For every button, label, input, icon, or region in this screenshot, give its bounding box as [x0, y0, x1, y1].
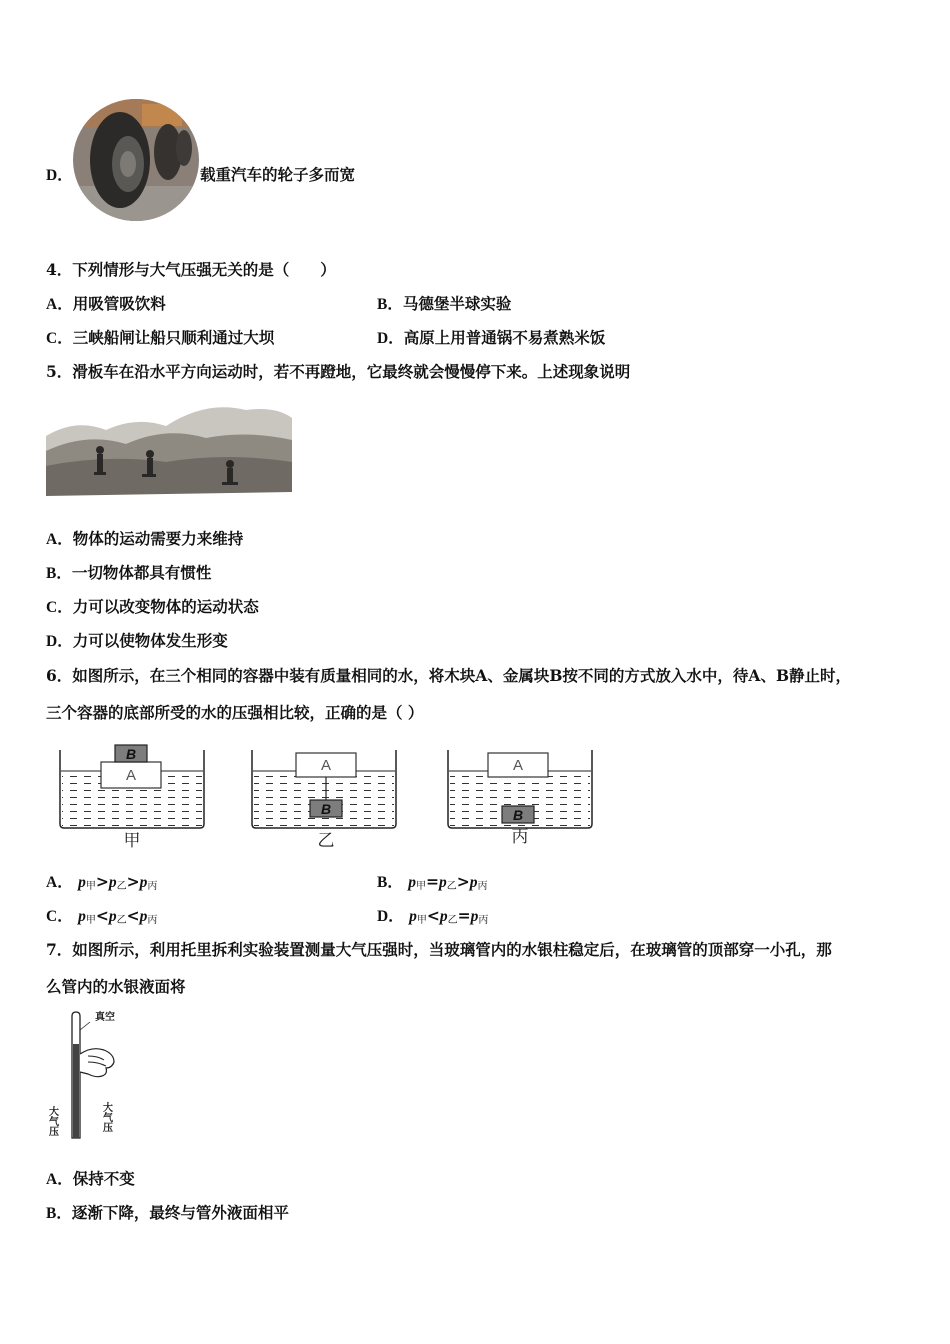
- sub-jia: 甲: [416, 915, 427, 926]
- q6-option-c: [46, 906, 157, 931]
- operator: <: [126, 906, 140, 925]
- operator: >: [456, 872, 470, 891]
- q5-option-d-letter: D．: [46, 633, 73, 650]
- q4-option-a: [46, 294, 166, 315]
- q4-option-c-text: 三峡船闸让船只顺利通过大坝: [72, 328, 275, 347]
- block-b-bing-label: B: [512, 807, 524, 823]
- label-jia: 甲: [123, 831, 141, 850]
- operator: <: [426, 906, 440, 925]
- sub-bing: 丙: [147, 915, 158, 926]
- q6-option-b-letter: B．: [377, 874, 403, 891]
- atm-left-label: [47, 1105, 59, 1137]
- sub-yi: 乙: [447, 915, 458, 926]
- containers-figure: [40, 738, 610, 850]
- q6-stem-line1: 6．如图所示，在三个相同的容器中装有质量相同的水，将木块A、金属块B按不同的方式放入水中，待A、B静止时，: [46, 666, 852, 685]
- container-yi: [252, 750, 396, 850]
- q7-stem-line1: 7．如图所示，利用托里拆利实验装置测量大气压强时，当玻璃管内的水银柱稳定后，在玻璃管的顶部穿一小孔，那: [46, 940, 832, 959]
- q4-option-c-letter: C．: [46, 330, 73, 347]
- operator: <: [95, 906, 109, 925]
- q4-option-b: [377, 294, 511, 315]
- q6-option-b: [377, 872, 488, 897]
- q3-option-d-letter: D．: [46, 167, 73, 184]
- q5-option-b-text: 一切物体都具有惯性: [71, 563, 212, 582]
- block-a-bing-label: A: [512, 757, 524, 774]
- q4-option-a-text: 用吸管吸饮料: [72, 294, 166, 313]
- p-symbol: p: [470, 908, 479, 925]
- q6-stem-line2: 三个容器的底部所受的水的压强相比较，正确的是（ ）: [46, 703, 424, 722]
- operator: >: [126, 872, 140, 891]
- q5-option-c-letter: C．: [46, 599, 73, 616]
- q4-option-a-letter: A．: [46, 296, 73, 313]
- q7-option-b-letter: B．: [46, 1205, 72, 1222]
- q7-option-a-letter: A．: [46, 1171, 73, 1188]
- operator: =: [426, 872, 439, 891]
- q5-option-d: [46, 631, 228, 652]
- vacuum-label-text: 真空: [95, 1012, 115, 1023]
- q5-stem: 5．滑板车在沿水平方向运动时，若不再蹬地，它最终就会慢慢停下来。上述现象说明: [46, 362, 631, 381]
- q5-option-c: [46, 597, 259, 618]
- p-symbol: p: [108, 908, 117, 925]
- p-symbol: p: [439, 874, 447, 891]
- q5-option-d-text: 力可以使物体发生形变: [72, 631, 228, 650]
- q4-option-c: [46, 328, 274, 349]
- svg-text:大气压: 大气压: [100, 1102, 112, 1132]
- p-symbol: p: [108, 874, 117, 891]
- q5-option-b: [46, 563, 211, 584]
- q7-stem-line2: 么管内的水银液面将: [46, 977, 186, 996]
- q5-option-c-text: 力可以改变物体的运动状态: [72, 597, 259, 616]
- q5-option-b-letter: B．: [46, 565, 72, 582]
- q5-option-a: [46, 529, 243, 550]
- sub-bing: 丙: [477, 881, 488, 892]
- torricelli-figure: [48, 1010, 128, 1140]
- q4-stem: 4．下列情形与大气压强无关的是（ ）: [46, 260, 336, 279]
- operator: =: [457, 906, 471, 925]
- q7-option-b: [46, 1203, 289, 1224]
- q4-option-b-letter: B．: [377, 296, 403, 313]
- skateboard-scene-image: [46, 396, 292, 498]
- q6-option-a: [46, 872, 157, 897]
- p-symbol: p: [139, 874, 148, 891]
- sub-yi: 乙: [116, 915, 127, 926]
- q3-option-d-text: 载重汽车的轮子多而宽: [200, 165, 356, 184]
- q6-option-d-letter: D．: [377, 908, 404, 925]
- q6-option-d: [377, 906, 488, 931]
- q7-option-b-text: 逐渐下降，最终与管外液面相平: [71, 1203, 289, 1222]
- container-bing: [448, 750, 592, 846]
- q6-option-c-letter: C．: [46, 908, 73, 925]
- q6-option-a-letter: A．: [46, 874, 73, 891]
- svg-text:大气压: 大气压: [46, 1106, 58, 1136]
- p-symbol: p: [409, 908, 417, 925]
- sub-bing: 丙: [147, 881, 158, 892]
- block-b-yi-label: B: [320, 801, 332, 817]
- q7-option-a: [46, 1169, 135, 1190]
- p-symbol: p: [139, 908, 148, 925]
- q4-option-d-text: 高原上用普通锅不易煮熟米饭: [403, 328, 606, 347]
- p-symbol: p: [469, 874, 478, 891]
- block-a-yi-label: A: [320, 757, 332, 774]
- vacuum-label: [95, 1010, 115, 1023]
- label-bing: 丙: [511, 827, 529, 846]
- sub-jia: 甲: [85, 881, 96, 892]
- label-yi: 乙: [317, 831, 335, 850]
- operator: >: [95, 872, 109, 891]
- sub-jia: 甲: [416, 881, 426, 892]
- q5-option-a-letter: A．: [46, 531, 73, 548]
- sub-jia: 甲: [85, 915, 96, 926]
- p-symbol: p: [78, 874, 86, 891]
- block-a-jia-label: A: [125, 767, 137, 784]
- block-b-jia-label: B: [125, 746, 137, 762]
- q4-option-d: [377, 328, 605, 349]
- sub-yi: 乙: [446, 881, 457, 892]
- q4-option-d-letter: D．: [377, 330, 404, 347]
- p-symbol: p: [78, 908, 86, 925]
- atm-right-label: [101, 1101, 113, 1133]
- q5-option-a-text: 物体的运动需要力来维持: [72, 529, 244, 548]
- q4-option-b-text: 马德堡半球实验: [402, 294, 512, 313]
- container-jia: [60, 745, 204, 850]
- truck-wheel-photo: [72, 98, 200, 222]
- p-symbol: p: [408, 874, 416, 891]
- sub-yi: 乙: [116, 881, 127, 892]
- q7-option-a-text: 保持不变: [72, 1169, 135, 1188]
- q3-option-d: [46, 165, 73, 186]
- sub-bing: 丙: [478, 915, 489, 926]
- p-symbol: p: [439, 908, 448, 925]
